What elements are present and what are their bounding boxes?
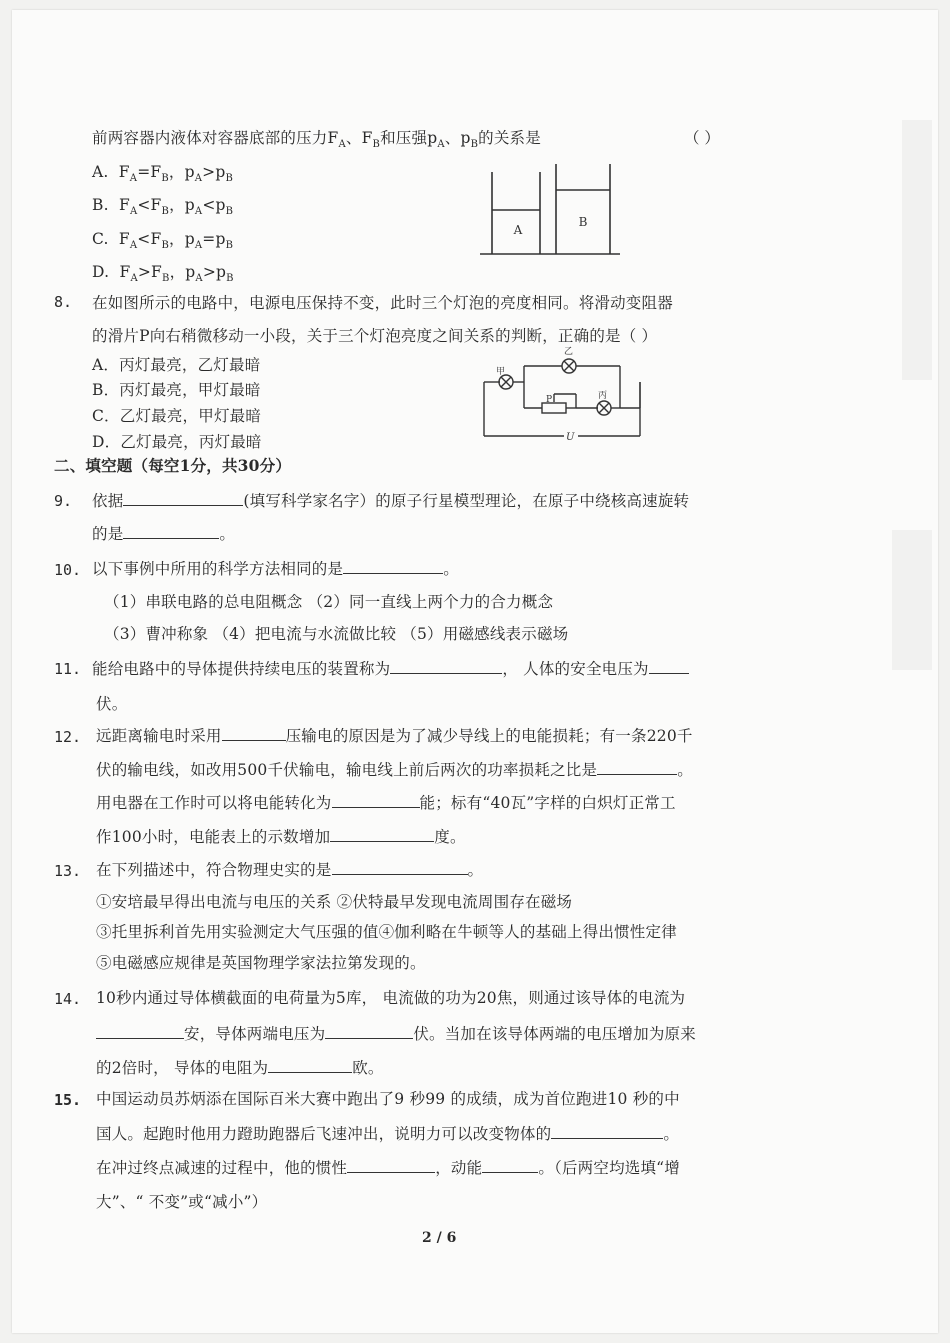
q9-line1: 依据 (填写科学家名字）的原子行星模型理论，在原子中绕核高速旋转 bbox=[92, 492, 690, 510]
q12-blank-3[interactable] bbox=[332, 793, 420, 808]
q14-blank-3[interactable] bbox=[268, 1058, 352, 1073]
q15-line2: 国人。起跑时他用力蹬助跑器后飞速冲出，说明力可以改变物体的 。 bbox=[96, 1125, 680, 1143]
q12-number: 12. bbox=[54, 728, 82, 746]
q11-blank-1[interactable] bbox=[390, 659, 502, 674]
q10-line1: 以下事例中所用的科学方法相同的是 。 bbox=[92, 560, 459, 578]
q15-blank-3[interactable] bbox=[482, 1158, 538, 1173]
q13-number: 13. bbox=[54, 862, 82, 880]
q13-line1: 在下列描述中，符合物理史实的是 。 bbox=[96, 861, 484, 879]
page-number: 2 / 6 bbox=[422, 1230, 457, 1246]
q8-option-b: B．丙灯最亮，甲灯最暗 bbox=[92, 381, 261, 399]
q10-line2: （1）串联电路的总电阻概念 （2）同一直线上两个力的合力概念 bbox=[104, 593, 554, 611]
q13-line3: ③托里拆利首先用实验测定大气压强的值④伽利略在牛顿等人的基础上得出惯性定律 bbox=[96, 923, 677, 941]
q14-number: 14. bbox=[54, 990, 82, 1008]
q12-line1: 远距离输电时采用 压输电的原因是为了减少导线上的电能损耗；有一条220千 bbox=[96, 727, 693, 745]
container-a-label: A bbox=[513, 223, 523, 237]
q12-line3: 用电器在工作时可以将电能转化为 能；标有“40瓦”字样的白炽灯正常工 bbox=[96, 794, 676, 812]
q10-line3: （3）曹冲称象 （4）把电流与水流做比较 （5）用磁感线表示磁场 bbox=[104, 625, 569, 643]
container-b-label: B bbox=[578, 215, 588, 229]
q11-line2: 伏。 bbox=[96, 695, 128, 713]
q14-blank-2[interactable] bbox=[325, 1024, 413, 1039]
bleed-through-mark bbox=[892, 530, 932, 670]
q15-line4: 大”、“ 不变”或“减小”） bbox=[96, 1193, 268, 1211]
q11-line1: 能给电路中的导体提供持续电压的装置称为 ， 人体的安全电压为 bbox=[92, 657, 689, 679]
q8-option-d: D．乙灯最亮，丙灯最暗 bbox=[92, 433, 262, 451]
q10-blank[interactable] bbox=[343, 559, 443, 574]
circuit-figure bbox=[480, 340, 650, 445]
q12-blank-2[interactable] bbox=[597, 760, 677, 775]
lamp-bing-label: 丙 bbox=[598, 391, 608, 401]
q14-blank-1[interactable] bbox=[96, 1024, 184, 1039]
slider-p-label: P bbox=[546, 395, 553, 405]
exam-page bbox=[12, 10, 938, 1333]
q11-number: 11. bbox=[54, 660, 82, 678]
q11-blank-2[interactable] bbox=[649, 659, 689, 674]
q14-line3: 的2倍时， 导体的电阻为 欧。 bbox=[96, 1059, 384, 1077]
q12-line4: 作100小时，电能表上的示数增加 度。 bbox=[96, 828, 466, 846]
q8-option-a: A．丙灯最亮，乙灯最暗 bbox=[92, 356, 261, 374]
q8-option-c: C．乙灯最亮，甲灯最暗 bbox=[92, 407, 262, 425]
q15-line1: 中国运动员苏炳添在国际百米大赛中跑出了9 秒99 的成绩，成为首位跑进10 秒的中 bbox=[96, 1090, 680, 1108]
q13-line2: ①安培最早得出电流与电压的关系 ②伏特最早发现电流周围存在磁场 bbox=[96, 893, 573, 911]
bleed-through-mark bbox=[902, 120, 932, 380]
lamp-jia-label: 甲 bbox=[496, 367, 506, 377]
q13-blank[interactable] bbox=[332, 860, 468, 875]
q8-line1: 在如图所示的电路中，电源电压保持不变，此时三个灯泡的亮度相同。将滑动变阻器 bbox=[92, 294, 673, 312]
q7-answer-paren: （ ） bbox=[684, 129, 720, 147]
q14-line1: 10秒内通过导体横截面的电荷量为5库， 电流做的功为20焦，则通过该导体的电流为 bbox=[96, 989, 686, 1007]
q12-blank-1[interactable] bbox=[222, 726, 286, 741]
q9-blank-1[interactable] bbox=[123, 491, 243, 506]
q7-option-b: B. $F_A<F_B$，$p_A<p_B$ bbox=[92, 196, 234, 218]
containers-figure bbox=[480, 162, 630, 262]
q12-line2: 伏的输电线，如改用500千伏输电，输电线上前后两次的功率损耗之比是 。 bbox=[96, 761, 693, 779]
q7-stem: 前两容器内液体对容器底部的压力$F_A$、$F_B$和压强$p_A$、$p_B$的关系是 bbox=[92, 129, 541, 151]
q12-blank-4[interactable] bbox=[330, 827, 434, 842]
q8-number: 8. bbox=[54, 293, 73, 311]
voltage-u-label: U bbox=[566, 432, 575, 443]
q15-number: 15. bbox=[54, 1091, 82, 1109]
q15-blank-1[interactable] bbox=[551, 1124, 663, 1139]
q8-line2: 的滑片P向右稍微移动一小段，关于三个灯泡亮度之间关系的判断，正确的是（ ） bbox=[92, 327, 658, 345]
q9-blank-2[interactable] bbox=[123, 524, 219, 539]
q7-option-c: C. $F_A<F_B$，$p_A=p_B$ bbox=[92, 230, 234, 252]
q9-number: 9. bbox=[54, 492, 73, 510]
q13-line4: ⑤电磁感应规律是英国物理学家法拉第发现的。 bbox=[96, 954, 426, 972]
q7-option-a: A. $F_A=F_B$，$p_A>p_B$ bbox=[92, 163, 234, 185]
q14-line2: 安，导体两端电压为 伏。当加在该导体两端的电压增加为原来 bbox=[96, 1022, 696, 1044]
section-2-heading: 二、填空题（每空1分，共30分） bbox=[54, 456, 292, 475]
q15-line3: 在冲过终点减速的过程中，他的惯性 ，动能 。（后两空均选填“增 bbox=[96, 1159, 680, 1177]
lamp-yi-label: 乙 bbox=[564, 347, 574, 357]
q9-line2: 的是 。 bbox=[92, 525, 236, 543]
q7-option-d: D. $F_A>F_B$，$p_A>p_B$ bbox=[92, 263, 234, 285]
q10-number: 10. bbox=[54, 561, 82, 579]
q15-blank-2[interactable] bbox=[347, 1158, 435, 1173]
